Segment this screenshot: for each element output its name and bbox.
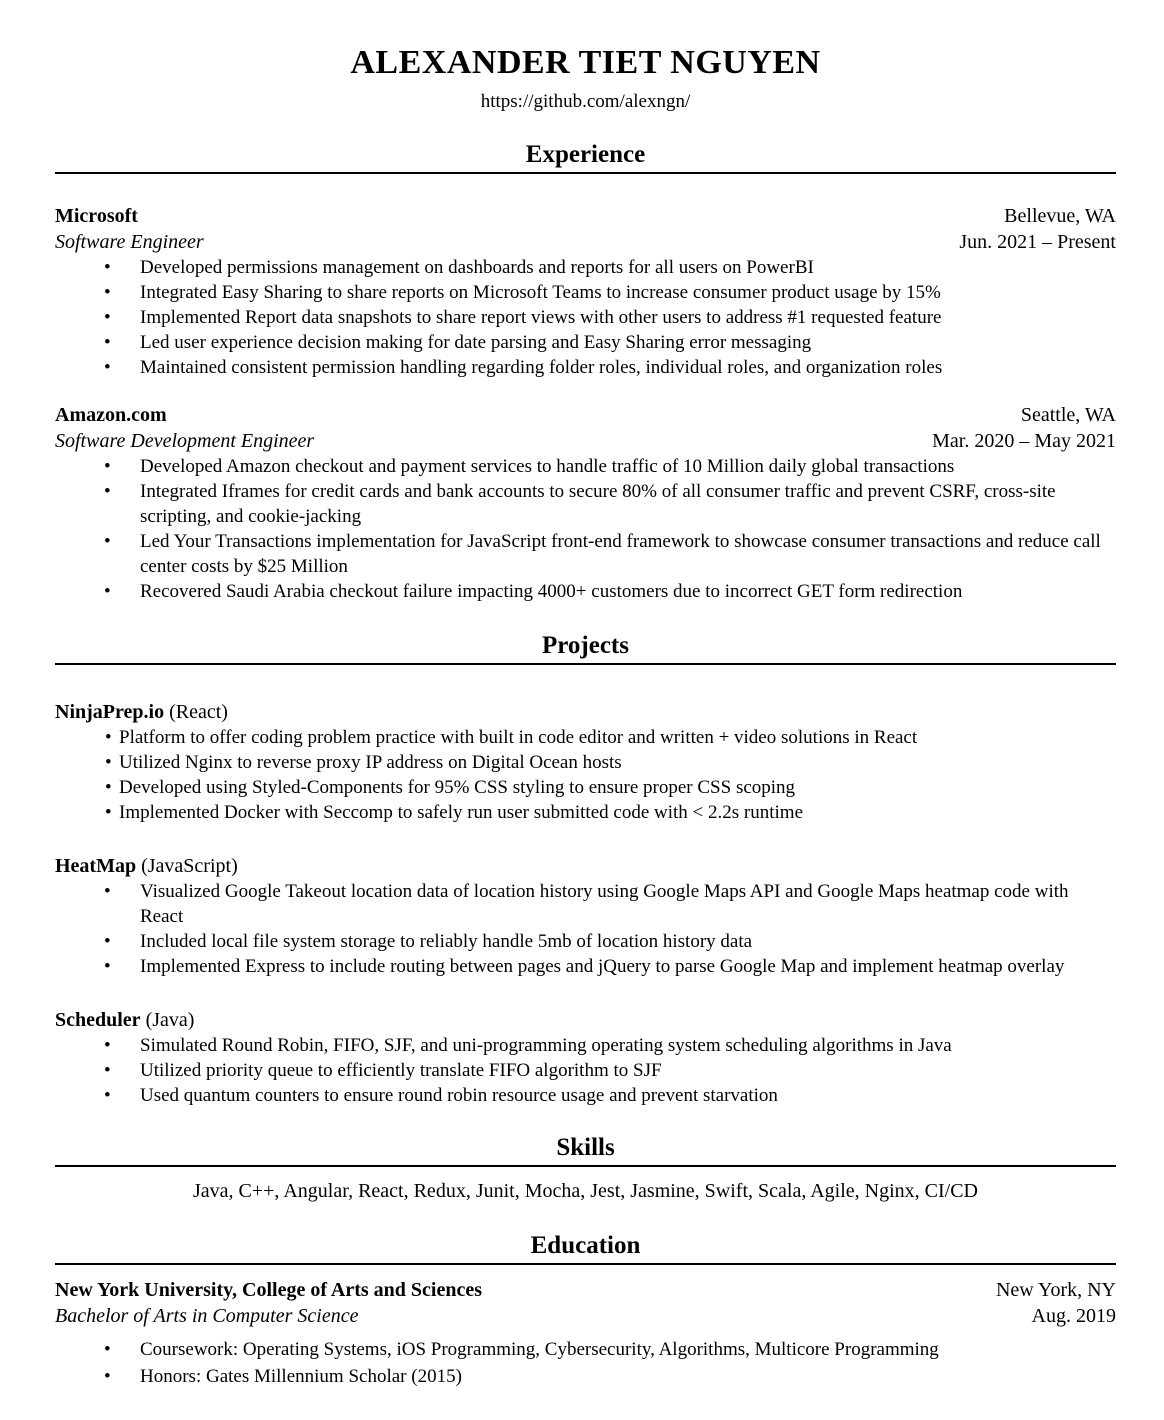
school-location: New York, NY [995, 1279, 1116, 1301]
bullet-item: • Platform to offer coding problem practice with built in code editor and written + video solutions in React [55, 725, 1116, 750]
project-tech: (React) [169, 701, 228, 723]
experience-heading: Experience [55, 141, 1116, 174]
education-bullets [55, 1336, 1116, 1390]
bullet-item: • Implemented Report data snapshots to share report views with other users to address #1 requested feature [55, 305, 1116, 330]
project-name: Scheduler [55, 1009, 141, 1031]
school-name: New York University, College of Arts and Sciences [55, 1279, 482, 1301]
project-entry-scheduler [55, 1007, 1116, 1108]
education-entry-nyu [55, 1277, 1116, 1390]
job-title: Software Engineer [55, 231, 204, 253]
company-name: Microsoft [55, 205, 138, 227]
bullet-item: • Recovered Saudi Arabia checkout failure impacting 4000+ customers due to incorrect GET form redirection [55, 579, 1116, 604]
bullet-item: • Maintained consistent permission handling regarding folder roles, individual roles, and organization roles [55, 355, 1116, 380]
education-section [55, 1232, 1116, 1390]
bullet-item: • Coursework: Operating Systems, iOS Programming, Cybersecurity, Algorithms, Multicore Programming [55, 1336, 1116, 1363]
experience-entry-microsoft [55, 203, 1116, 380]
company-name: Amazon.com [55, 404, 167, 426]
project-bullets [55, 725, 1116, 825]
bullet-item: • Honors: Gates Millennium Scholar (2015) [55, 1363, 1116, 1390]
bullet-item: • Utilized Nginx to reverse proxy IP address on Digital Ocean hosts [55, 750, 1116, 775]
projects-section [55, 632, 1116, 1108]
resume-header [55, 44, 1116, 113]
job-dates: Jun. 2021 – Present [959, 231, 1116, 253]
company-location: Bellevue, WA [1004, 205, 1116, 227]
bullet-item: • Developed using Styled-Components for 95% CSS styling to ensure proper CSS scoping [55, 775, 1116, 800]
projects-heading: Projects [55, 632, 1116, 665]
bullet-item: • Led Your Transactions implementation for JavaScript front-end framework to showcase consumer transactions and reduce call center costs by $25 Million [55, 529, 1116, 579]
project-header [55, 1007, 1116, 1033]
graduation-date: Aug. 2019 [1031, 1305, 1116, 1327]
bullet-item: • Integrated Iframes for credit cards and bank accounts to secure 80% of all consumer traffic and prevent CSRF, cross-site scripting, and cookie-jacking [55, 479, 1116, 529]
entry-subheader-row [55, 428, 1116, 454]
skills-heading: Skills [55, 1134, 1116, 1167]
bullet-item: • Integrated Easy Sharing to share reports on Microsoft Teams to increase consumer product usage by 15% [55, 280, 1116, 305]
skills-list: Java, C++, Angular, React, Redux, Junit, Mocha, Jest, Jasmine, Swift, Scala, Agile, Nginx, CI/CD [193, 1180, 978, 1202]
entry-subheader-row [55, 1303, 1116, 1329]
bullet-item: • Implemented Docker with Seccomp to safely run user submitted code with < 2.2s runtime [55, 800, 1116, 825]
bullet-item: • Simulated Round Robin, FIFO, SJF, and uni-programming operating system scheduling algorithms in Java [55, 1033, 1116, 1058]
company-location: Seattle, WA [1020, 404, 1116, 426]
entry-header-row [55, 402, 1116, 428]
experience-entry-amazon [55, 402, 1116, 604]
entry-subheader-row [55, 229, 1116, 255]
experience-bullets [55, 454, 1116, 604]
candidate-name: ALEXANDER TIET NGUYEN [350, 44, 821, 81]
entry-header-row [55, 203, 1116, 229]
project-bullets [55, 879, 1116, 979]
github-url: https://github.com/alexngn/ [480, 91, 691, 112]
entry-header-row [55, 1277, 1116, 1303]
project-entry-ninjaprep [55, 699, 1116, 825]
project-bullets [55, 1033, 1116, 1108]
project-entry-heatmap [55, 853, 1116, 979]
project-name: NinjaPrep.io [55, 701, 165, 723]
degree-title: Bachelor of Arts in Computer Science [55, 1305, 359, 1327]
project-tech: (Java) [145, 1009, 195, 1031]
project-header [55, 699, 1116, 725]
skills-section [55, 1134, 1116, 1204]
bullet-item: • Utilized priority queue to efficiently translate FIFO algorithm to SJF [55, 1058, 1116, 1083]
bullet-item: • Developed Amazon checkout and payment services to handle traffic of 10 Million daily global transactions [55, 454, 1116, 479]
education-heading: Education [55, 1232, 1116, 1265]
bullet-item: • Visualized Google Takeout location data of location history using Google Maps API and Google Maps heatmap code with React [55, 879, 1116, 929]
job-dates: Mar. 2020 – May 2021 [932, 430, 1116, 452]
bullet-item: • Implemented Express to include routing between pages and jQuery to parse Google Map and implement heatmap overlay [55, 954, 1116, 979]
experience-bullets [55, 255, 1116, 380]
job-title: Software Development Engineer [55, 430, 315, 452]
bullet-item: • Included local file system storage to reliably handle 5mb of location history data [55, 929, 1116, 954]
experience-section [55, 141, 1116, 604]
project-name: HeatMap [55, 855, 137, 877]
project-tech: (JavaScript) [141, 855, 238, 877]
bullet-item: • Used quantum counters to ensure round robin resource usage and prevent starvation [55, 1083, 1116, 1108]
bullet-item: • Led user experience decision making for date parsing and Easy Sharing error messaging [55, 330, 1116, 355]
project-header [55, 853, 1116, 879]
bullet-item: • Developed permissions management on dashboards and reports for all users on PowerBI [55, 255, 1116, 280]
